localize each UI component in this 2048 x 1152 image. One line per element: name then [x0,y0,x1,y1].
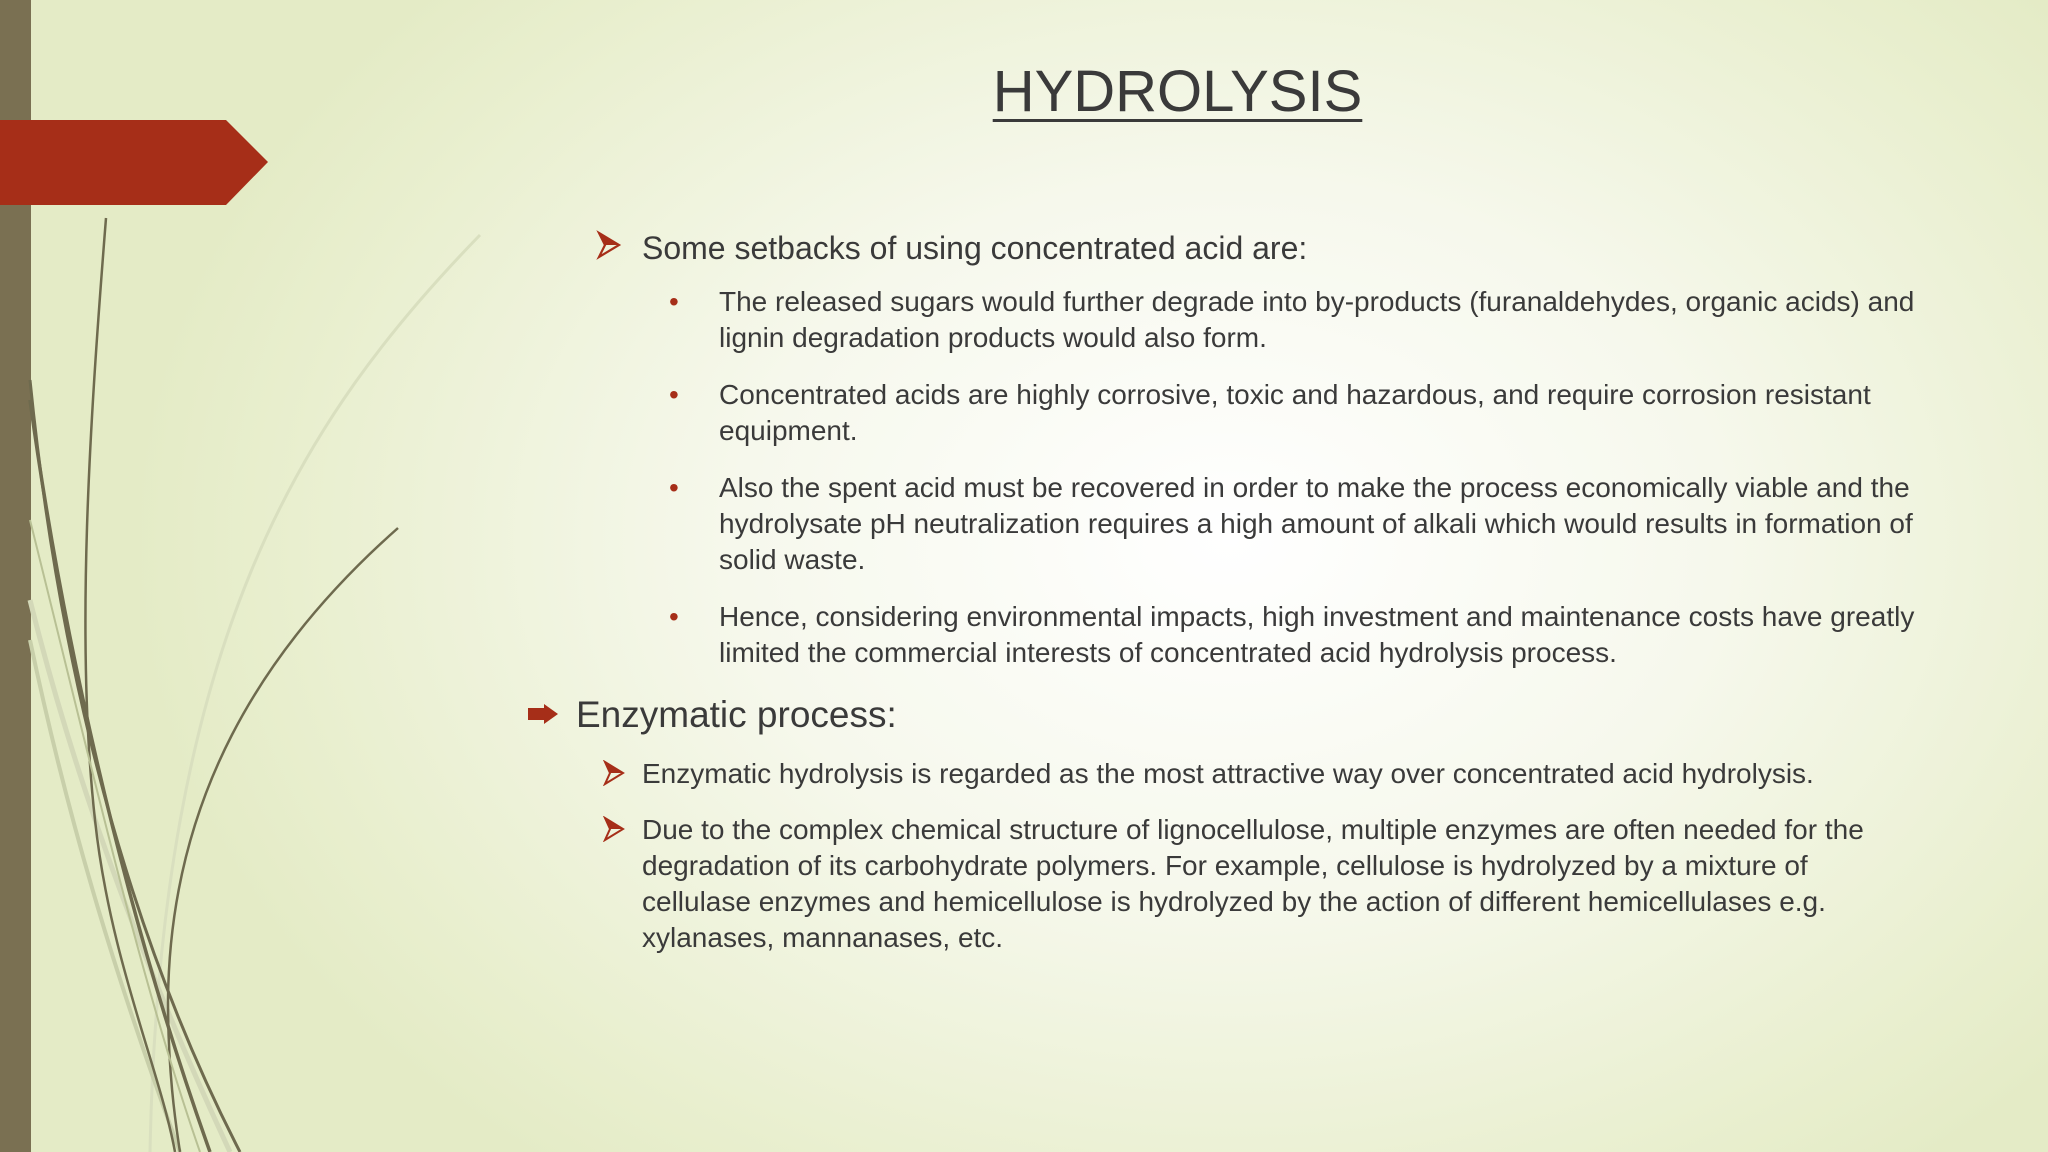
list-item [528,377,1923,449]
bullet-dot-icon: • [669,379,679,410]
grass-blade-dark-2 [30,380,240,1152]
slide-title: HYDROLYSIS [992,59,1363,124]
grass-blade-curve [168,528,398,1152]
main-point-text: Some setbacks of using concentrated acid are: [642,230,1308,266]
arrowhead-bullet-icon [603,816,625,842]
bullet-text: Also the spent acid must be recovered in order to make the process economically viable and the hydrolysate pH neutralization requires a high amount of alkali which would results in formation of solid waste. [719,472,1913,575]
grass-blade-dark-1 [30,400,210,1152]
section-heading [528,692,1923,738]
list-item [528,756,1923,792]
list-item [528,470,1923,578]
right-arrow-bullet-icon [528,704,558,724]
sub-point-text: Enzymatic hydrolysis is regarded as the most attractive way over concentrated acid hydrolysis. [642,758,1814,789]
bullet-text: Concentrated acids are highly corrosive, toxic and hazardous, and require corrosion resistant equipment. [719,379,1871,446]
sub-point-list [528,756,1923,956]
bullet-dot-icon: • [669,286,679,317]
slide-content [528,228,1923,976]
bullet-dot-icon: • [669,472,679,503]
bullet-text: Hence, considering environmental impacts, high investment and maintenance costs have greatly limited the commercial interests of concentrated acid hydrolysis process. [719,601,1915,668]
sub-point-text: Due to the complex chemical structure of lignocellulose, multiple enzymes are often needed for the degradation of its carbohydrate polymers. For example, cellulose is hydrolyzed by a mixture of cellulase enzymes and hemicellulose is hydrolyzed by the action of different hemicellulases e.g. xylanases, mannanases, etc. [642,814,1864,953]
section-heading-text: Enzymatic process: [576,694,897,735]
bullet-list [528,284,1923,671]
main-point [528,228,1923,268]
list-item [528,812,1923,956]
grass-blade-faint [150,235,480,1152]
arrowhead-bullet-icon [603,760,625,786]
list-item [528,599,1923,671]
grass-blade-light-2 [30,640,180,1152]
arrowhead-bullet-icon [596,230,622,260]
red-arrow-tab [0,120,268,205]
bullet-dot-icon: • [669,601,679,632]
bullet-text: The released sugars would further degrade into by-products (furanaldehydes, organic acids) and lignin degradation products would also form. [719,286,1915,353]
list-item [528,284,1923,356]
